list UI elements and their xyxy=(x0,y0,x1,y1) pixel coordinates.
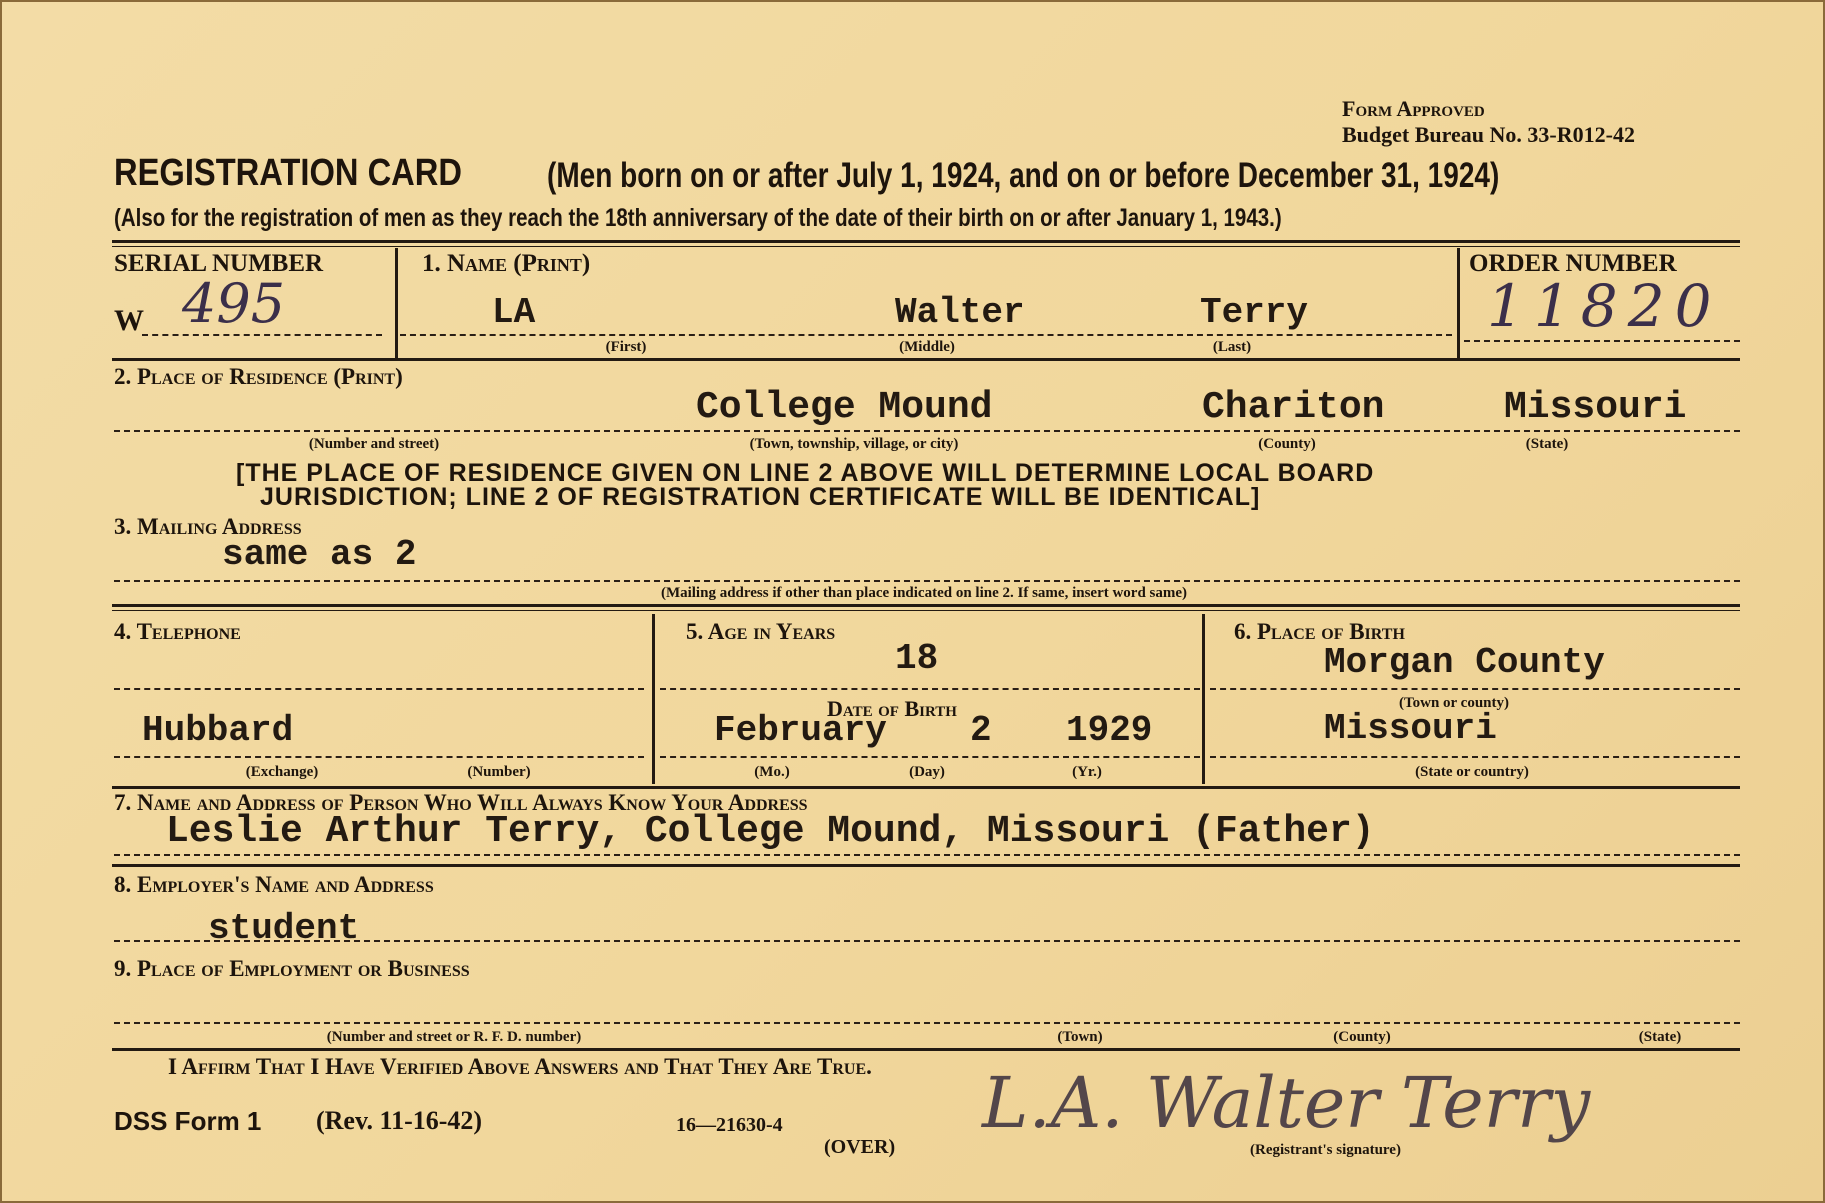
order-number-value: 11820 xyxy=(1487,272,1722,340)
birth-year-value: 1929 xyxy=(1066,710,1153,751)
jurisdiction-notice-line2: JURISDICTION; LINE 2 OF REGISTRATION CERTIFICATE WILL BE IDENTICAL] xyxy=(260,483,1261,511)
state-caption: (State) xyxy=(1525,436,1569,452)
last-name-value: Terry xyxy=(1200,292,1309,333)
divider xyxy=(1457,248,1460,358)
order-number-label: ORDER NUMBER xyxy=(1469,250,1677,277)
mailing-value: same as 2 xyxy=(222,534,417,575)
birthplace-town-value: Morgan County xyxy=(1324,642,1605,683)
exchange-caption: (Exchange) xyxy=(245,764,319,780)
contact-value: Leslie Arthur Terry, College Mound, Missouri (Father) xyxy=(166,810,1375,853)
month-caption: (Mo.) xyxy=(754,764,790,780)
employment-label: 9. Place of Employment or Business xyxy=(114,956,470,981)
signature-caption: (Registrant's signature) xyxy=(1250,1142,1401,1158)
county-caption: (County) xyxy=(1258,436,1316,452)
telephone-exchange-value: Hubbard xyxy=(142,710,294,751)
number-caption: (Number) xyxy=(467,764,531,780)
birthplace-state-value: Missouri xyxy=(1324,708,1497,749)
affirmation-text: I Affirm That I Have Verified Above Answers and That They Are True. xyxy=(168,1054,872,1079)
birthplace-state-caption: (State or country) xyxy=(1415,764,1529,780)
employer-label: 8. Employer's Name and Address xyxy=(114,872,434,897)
mailing-label: 3. Mailing Address xyxy=(114,514,302,539)
over-label: (OVER) xyxy=(824,1136,896,1158)
middle-caption: (Middle) xyxy=(899,339,955,355)
form-revision: (Rev. 11-16-42) xyxy=(316,1106,483,1135)
birth-day-value: 2 xyxy=(970,710,992,751)
residence-label: 2. Place of Residence (Print) xyxy=(114,364,403,389)
divider xyxy=(1202,614,1205,784)
card-title: REGISTRATION CARD xyxy=(114,152,462,194)
jurisdiction-notice-line1: [THE PLACE OF RESIDENCE GIVEN ON LINE 2 ABOVE WILL DETERMINE LOCAL BOARD xyxy=(236,459,1375,487)
budget-bureau: Budget Bureau No. 33-R012-42 xyxy=(1342,122,1635,147)
divider xyxy=(395,248,398,358)
serial-number-label: SERIAL NUMBER xyxy=(114,250,324,277)
serial-prefix: W xyxy=(114,304,144,337)
residence-state-value: Missouri xyxy=(1504,386,1687,429)
name-label: 1. Name (Print) xyxy=(422,250,591,277)
residence-town-value: College Mound xyxy=(696,386,993,429)
form-id: DSS Form 1 xyxy=(114,1106,262,1136)
street-caption: (Number and street) xyxy=(308,436,440,452)
form-approved: Form Approved xyxy=(1342,96,1485,121)
eligibility-text: (Men born on or after July 1, 1924, and on or before December 31, 1924) xyxy=(547,156,1500,195)
registrant-signature: L.A. Walter Terry xyxy=(982,1062,1591,1144)
serial-number-value: 495 xyxy=(182,272,286,335)
day-caption: (Day) xyxy=(909,764,945,780)
print-code: 16—21630-4 xyxy=(676,1114,783,1136)
employment-county-caption: (County) xyxy=(1333,1029,1391,1045)
date-of-birth-label: Date of Birth xyxy=(827,696,957,721)
year-caption: (Yr.) xyxy=(1072,764,1102,780)
employment-town-caption: (Town) xyxy=(1057,1029,1103,1045)
age-label: 5. Age in Years xyxy=(686,619,836,644)
first-name-value: LA xyxy=(492,292,536,333)
also-for-text: (Also for the registration of men as they reach the 18th anniversary of the date of their birth on or after January 1, 1943.) xyxy=(114,204,1282,232)
town-caption: (Town, township, village, or city) xyxy=(749,436,959,452)
contact-label: 7. Name and Address of Person Who Will Always Know Your Address xyxy=(114,790,808,815)
birthplace-town-caption: (Town or county) xyxy=(1398,695,1510,711)
employment-street-caption: (Number and street or R. F. D. number) xyxy=(326,1029,582,1045)
last-caption: (Last) xyxy=(1212,339,1252,355)
middle-name-value: Walter xyxy=(895,292,1025,333)
top-rule xyxy=(112,240,1740,243)
residence-county-value: Chariton xyxy=(1202,386,1385,429)
birthplace-label: 6. Place of Birth xyxy=(1234,619,1405,644)
telephone-label: 4. Telephone xyxy=(114,619,241,644)
mailing-caption: (Mailing address if other than place indicated on line 2. If same, insert word same) xyxy=(660,585,1188,601)
birth-month-value: February xyxy=(714,710,887,751)
divider xyxy=(652,614,655,784)
age-value: 18 xyxy=(895,638,939,679)
employment-state-caption: (State) xyxy=(1638,1029,1682,1045)
first-caption: (First) xyxy=(605,339,647,355)
employer-value: student xyxy=(208,908,360,949)
